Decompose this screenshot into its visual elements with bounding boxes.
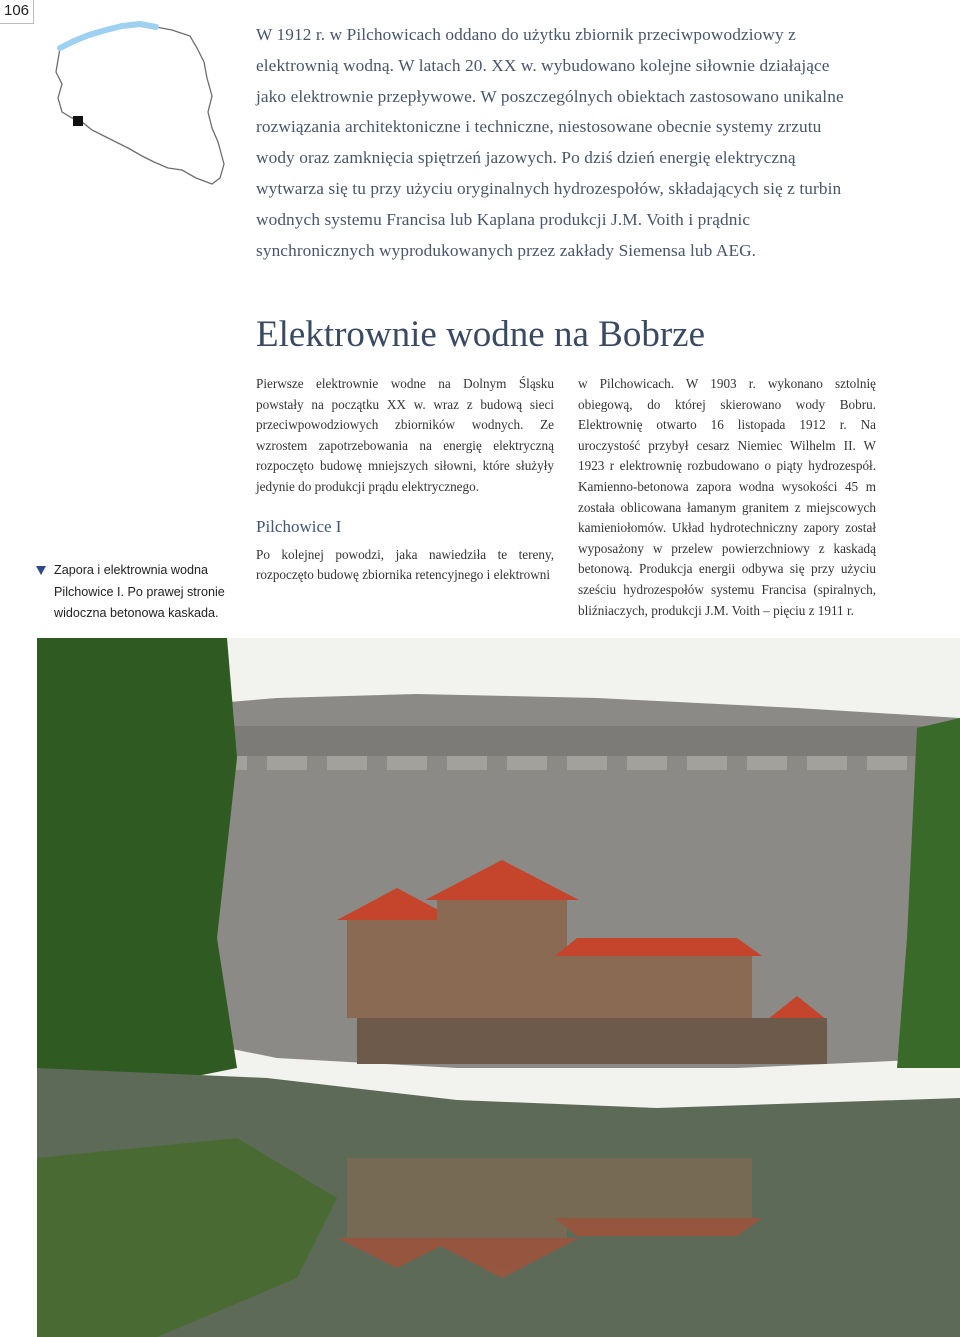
dam-crest — [187, 726, 960, 756]
article-title: Elektrownie wodne na Bobrze — [256, 314, 705, 355]
page-number: 106 — [0, 0, 34, 24]
paragraph-pilchowice: Po kolejnej powodzi, jaka nawiedziła te tereny, rozpoczęto budowę zbiornika retencyjnego i elektrowni — [256, 546, 554, 583]
article-column-left — [256, 374, 554, 586]
section-heading-pilchowice: Pilchowice I — [256, 516, 342, 536]
location-marker — [73, 116, 83, 126]
dam-powerplant-illustration — [37, 638, 960, 1337]
paragraph-history: Pierwsze elektrownie wodne na Dolnym Śląsku powstały na początku XX w. wraz z budową sieci przeciwpowodziowych zbiorników wodnych. Ze wzrostem zapotrzebowania na energię elektryczną rozpoczęto budowę mniejszych siłowni, które służyły jedynie do produkcji prądu elektrycznego. — [256, 376, 554, 494]
intro-paragraph: W 1912 r. w Pilchowicach oddano do użytku zbiornik przeciwpowodziowy z elektrownią wodną. W latach 20. XX w. wybudowano kolejne siłownie działające jako elektrownie przepływowe. W poszczególnych obiektach zastosowano unikalne rozwiązania architektoniczne i techniczne, niestosowane obecnie systemy zrzutu wody oraz zamknięcia spiętrzeń jazowych. Po dziś dzień energię elektryczną wytwarza się tu przy użyciu oryginalnych hydrozespołów, składających się z turbin wodnych systemu Francisa lub Kaplana produkcji J.M. Voith i prądnic synchronicznych wyprodukowanych przez zakłady Siemensa lub AEG. — [256, 25, 844, 260]
poland-locator-map — [44, 18, 234, 194]
dam-photo — [37, 638, 960, 1337]
photo-caption — [36, 560, 226, 625]
article-column-right — [578, 374, 876, 621]
forest-left — [37, 638, 237, 1108]
caption-text: Zapora i elektrownia wodna Pilchowice I. Po prawej stronie widoczna betonowa kaskada. — [54, 563, 225, 620]
paragraph-pilchowice-continued: w Pilchowicach. W 1903 r. wykonano sztolnię obiegową, do której skierowano wody Bobru. Elektrownię otwarto 16 listopada 1912 r. Na uroczystość przybył cesarz Niemiec Wilhelm II. W 1923 r elektrownię rozbudowano o piąty hydrozespół. Kamienno-betonowa zapora wodna wysokości 45 m została oblicowana łamanym granitem z miejscowych kamieniołomów. Układ hydrotechniczny zapory został wyposażony w przelew powierzchniowy z kaskadą betonową. Produkcja energii odbywa się przy użyciu sześciu hydrozespołów systemu Francisa (spiralnych, bliźniaczych, produkcji J.M. Voith – pięciu z 1911 r. — [578, 376, 876, 618]
triangle-down-icon — [36, 566, 46, 575]
poland-outline-icon — [44, 18, 234, 194]
